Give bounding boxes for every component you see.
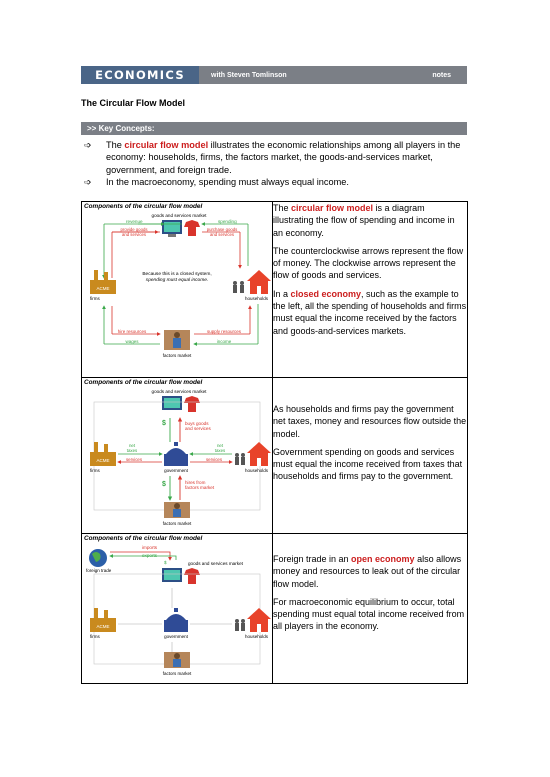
buys-goods-label-2: and services: [185, 426, 211, 431]
key-concepts-list: [84, 139, 474, 189]
firms-label: firms: [90, 296, 100, 301]
acme-label: ACME: [96, 458, 110, 463]
table-row: [82, 202, 468, 378]
computer-icon: [162, 396, 182, 410]
key-concept-item: [84, 139, 474, 176]
key-concepts-label: >> Key Concepts:: [87, 124, 155, 133]
concept-table: [81, 201, 468, 684]
shirt-icon: [184, 568, 200, 584]
computer-icon: [162, 568, 182, 582]
table-row: [82, 534, 468, 684]
key-concept-text: In the macroeconomy, spending must always equal income.: [106, 177, 349, 188]
computer-icon: [162, 220, 182, 237]
key-concepts-bar: [81, 122, 467, 135]
wages-label: wages: [125, 339, 139, 344]
goods-market-label: goods and services market: [151, 389, 207, 394]
goods-market-label: goods and services market: [188, 561, 243, 566]
key-concept-text: The circular flow model illustrates the economic relationships among all players in the economy: households, firms, the factors market, the goods-and-services market, government, and foreign trade.: [106, 140, 461, 175]
net-taxes-label-2: taxes: [126, 448, 138, 453]
dollar-icon: $: [162, 420, 166, 427]
buys-goods-label: buys goods: [185, 421, 209, 426]
shirt-icon: [184, 220, 200, 236]
diagram-heading: Components of the circular flow model: [84, 535, 203, 542]
header-banner: [81, 66, 467, 84]
capitol-icon: [164, 442, 188, 466]
notes-label: notes: [432, 71, 451, 79]
acme-label: ACME: [96, 286, 110, 291]
spending-label: spending: [218, 219, 237, 224]
dollar-icon: $: [162, 481, 166, 488]
explanation-paragraph: Government spending on goods and services must equal the income received from taxes that households and firms pay to the government.: [273, 446, 463, 482]
households-label: households: [244, 296, 268, 301]
table-row: [82, 378, 468, 534]
government-label: government: [164, 634, 188, 639]
author-byline: with Steven Tomlinson: [211, 71, 287, 79]
diagram-cell: [82, 534, 273, 684]
households-label: households: [244, 634, 268, 639]
closed-system-note-2: spending must equal income.: [145, 278, 209, 283]
government-flow-diagram: [82, 388, 272, 528]
factors-market-label: factors market: [162, 671, 192, 676]
explanation-paragraph: The circular flow model is a diagram illustrating the flow of spending and income in an economy.: [273, 203, 455, 238]
explanation-cell: [273, 534, 468, 684]
explanation-cell: [273, 378, 468, 534]
house-icon: [233, 270, 271, 294]
net-taxes-label: net: [216, 443, 224, 448]
closed-system-note: Because this is a closed system,: [142, 272, 212, 277]
provide-goods-label: provide goods: [120, 227, 148, 232]
purchase-goods-label-2: and services: [209, 232, 235, 237]
open-economy-flow-diagram: [82, 544, 272, 678]
explanation-paragraph: The counterclockwise arrows represent the flow of money. The clockwise arrows represent the flow of goods and services.: [273, 245, 464, 281]
households-label: households: [244, 468, 268, 473]
diagram-cell: [82, 378, 273, 534]
explanation-paragraph: As households and firms pay the government net taxes, money and resources flow outside the model.: [273, 404, 467, 439]
house-icon: [235, 442, 271, 466]
explanation-paragraph: In a closed economy, such as the example to the left, all the spending of households and firms must equal the income received by the factors and goods-and-services markets.: [273, 288, 467, 336]
shirt-icon: [184, 396, 200, 412]
revenue-label: revenue: [126, 219, 143, 224]
net-taxes-label-2: taxes: [214, 448, 226, 453]
dollar-icon: $: [164, 560, 167, 565]
supply-resources-label: supply resources: [206, 329, 242, 334]
services-label: services: [125, 457, 143, 462]
imports-label: imports: [142, 545, 158, 550]
diagram-cell: [82, 202, 273, 378]
services-label: services: [205, 457, 223, 462]
provide-goods-label-2: and services: [121, 232, 147, 237]
diagram-heading: Components of the circular flow model: [84, 203, 203, 210]
net-taxes-label: net: [128, 443, 136, 448]
factors-market-label: factors market: [162, 521, 192, 526]
worker-icon: [164, 502, 190, 518]
goods-market-label: goods and services market: [151, 213, 207, 218]
exports-label: exports: [142, 553, 158, 558]
key-concept-item: [84, 176, 474, 188]
worker-icon: [164, 652, 190, 668]
income-label: income: [216, 339, 232, 344]
globe-icon: [89, 549, 107, 567]
explanation-paragraph: Foreign trade in an open economy also allows money and resources to leak out of the circular flow model.: [273, 554, 462, 589]
arrow-bullet-icon: ➩: [84, 140, 92, 150]
arrow-bullet-icon: ➩: [84, 177, 92, 188]
economics-logo: ECONOMICS: [81, 66, 199, 84]
factors-market-label: factors market: [162, 353, 192, 358]
firms-label: firms: [90, 634, 100, 639]
capitol-icon: [164, 608, 188, 632]
diagram-heading: Components of the circular flow model: [84, 379, 203, 386]
explanation-cell: [273, 202, 468, 378]
acme-label: ACME: [96, 624, 110, 629]
firms-label: firms: [90, 468, 100, 473]
hires-from-label-2: factors market: [185, 485, 215, 490]
house-icon: [235, 608, 271, 632]
government-label: government: [164, 468, 188, 473]
hires-from-label: hires from: [185, 480, 206, 485]
purchase-goods-label: purchase goods: [206, 227, 238, 232]
foreign-trade-label: foreign trade: [86, 568, 112, 573]
explanation-paragraph: For macroeconomic equilibrium to occur, total spending must equal total income received from all players in the economy.: [273, 596, 465, 632]
circular-flow-diagram: [82, 212, 272, 372]
hire-resources-label: hire resources: [117, 329, 147, 334]
worker-icon: [164, 330, 190, 350]
page-title: The Circular Flow Model: [81, 98, 186, 108]
